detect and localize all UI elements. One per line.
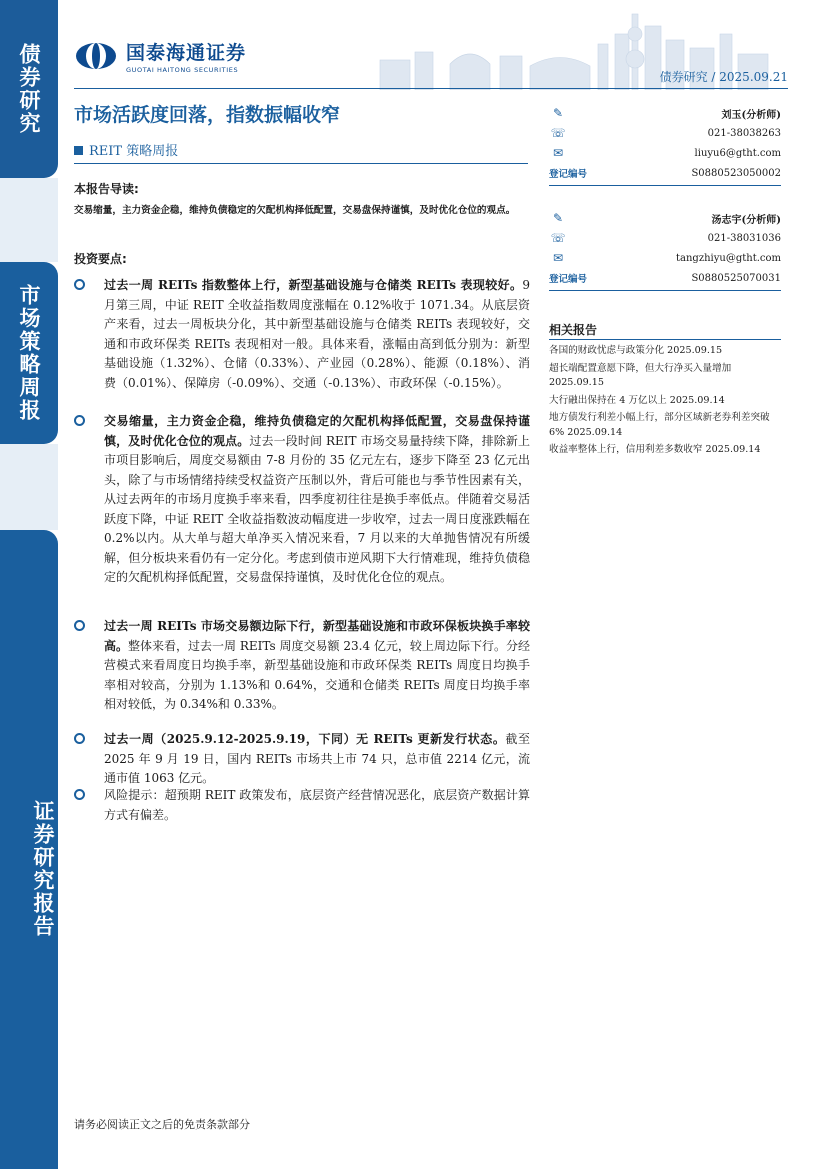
bullet-ring-icon <box>74 415 85 426</box>
company-logo <box>74 38 246 74</box>
related-report-link[interactable]: 超长端配置意愿下降，但大行净买入量增加 2025.09.15 <box>549 362 732 388</box>
reg-label: 登记编号 <box>549 169 588 180</box>
bullet-ring-icon <box>74 789 85 800</box>
analyst-email[interactable]: liuyu6@gtht.com <box>694 147 781 159</box>
company-name-en: GUOTAI HAITONG SECURITIES <box>126 66 239 74</box>
side-tab-gap <box>0 444 58 530</box>
analyst-reg-no: S0880523050002 <box>691 167 781 179</box>
side-tab-securities-report: 证券研究报告 <box>0 530 58 1169</box>
side-tab-market-strategy: 市场策略周报 <box>0 262 58 444</box>
email-icon: ✉ <box>552 146 564 160</box>
company-name-cn: 国泰海通证券 <box>126 42 247 64</box>
point-body: 9 月第三周，中证 REIT 全收益指数周度涨幅在 0.12%收于 1071.34。从底层资产来看，过去一周板块分化，其中新型基础设施与仓储类 REITs 表现较好，交通和市政环保类 REITs 表现相对一般。具体来看，涨幅由高到低分别为：新型基础设施（1.32%）、仓储（0.33%）、产业园（0.28%）、能源（0.18%）、消费（0.01%）、保障房（-0.09%）、交通（-0.13%）、市政环保（-0.15%）。 <box>104 278 530 390</box>
related-reports-divider <box>549 339 781 340</box>
analyst-card <box>549 103 781 186</box>
related-reports-list <box>549 344 785 461</box>
analyst-reg-no: S0880525070031 <box>691 272 781 284</box>
analyst-pen-icon: ✎ <box>552 106 564 120</box>
related-report-link[interactable]: 地方债发行利差小幅上行，部分区域新老券利差突破 6% 2025.09.14 <box>549 412 770 438</box>
disclaimer-footer: 请务必阅读正文之后的免责条款部分 <box>74 1118 250 1131</box>
bullet-ring-icon <box>74 279 85 290</box>
related-reports-heading: 相关报告 <box>549 323 598 337</box>
guide-text: 交易缩量，主力资金企稳，维持负债稳定的欠配机构择低配置，交易盘保持谨慎，及时优化仓位的观点。 <box>74 205 516 216</box>
point-item <box>74 412 530 588</box>
guide-heading: 本报告导读: <box>74 182 139 196</box>
point-body: 整体来看，过去一周 REITs 周度交易额 23.4 亿元，较上周边际下行。分经营模式来看周度日均换手率，新型基础设施和市政环保类 REITs 周度日均换手率相对较高，分别为 1.13%和 0.64%，交通和仓储类 REITs 周度日均换手率相对较低，为 0.34%和 0.33%。 <box>104 638 530 711</box>
reg-label: 登记编号 <box>549 274 588 285</box>
side-tab-bond-research: 债券研究 <box>0 0 58 178</box>
analyst-divider <box>549 290 781 291</box>
analyst-phone: 021-38031036 <box>707 232 781 244</box>
point-body: 截至 2025 年 9 月 19 日，国内 REITs 市场共上市 74 只，总市值 2214 亿元，流通市值 1063 亿元。 <box>104 732 530 785</box>
analyst-name: 汤志宇(分析师) <box>711 214 781 226</box>
analyst-name: 刘玉(分析师) <box>721 109 781 121</box>
side-tab-gap <box>0 178 58 262</box>
bullet-ring-icon <box>74 733 85 744</box>
point-item <box>74 730 530 789</box>
email-icon: ✉ <box>552 251 564 265</box>
related-report-link[interactable]: 收益率整体上行，信用利差多数收窄 2025.09.14 <box>549 444 761 455</box>
subtitle-square-icon <box>74 146 83 155</box>
point-item <box>74 276 530 393</box>
point-lead: 过去一周 REITs 市场交易额边际下行，新型基础设施和市政环保板块换手率较高。 <box>104 619 530 653</box>
report-title: 市场活跃度回落，指数振幅收窄 <box>74 104 341 126</box>
header-date-line: 债券研究 / 2025.09.21 <box>659 70 788 84</box>
point-body: 过去一段时间 REIT 市场交易量持续下降，排除新上市项目影响后，周度交易额由 7-8 月份的 35 亿元左右，逐步下降至 23 亿元出头，除了与市场情绪持续受权益资产压制以外，背后可能也与季节性因素有关，从过去两年的市场月度换手率来看，四季度初往往是换手率低点。伴随着交易活跃度下降，中证 REIT 全收益指数波动幅度进一步收窄，过去一周日度涨跌幅在 0.2%以内。从大单与超大单净买入情况来看，7 月以来的大单抛售情况有所缓解，但分板块来看仍有一定分化。考虑到债市逆风期下大行情难现，维持负债稳定的欠配机构择低配置，交易盘保持谨慎，及时优化仓位的观点。 <box>104 433 530 584</box>
point-item <box>74 617 530 715</box>
logo-mark-icon <box>74 41 118 71</box>
point-item-risk <box>74 786 530 825</box>
analyst-divider <box>549 185 781 186</box>
subtitle-text: REIT 策略周报 <box>89 144 179 159</box>
analyst-phone: 021-38038263 <box>707 127 781 139</box>
points-heading: 投资要点: <box>74 252 127 266</box>
point-lead: 过去一周 REITs 指数整体上行，新型基础设施与仓储类 REITs 表现较好。 <box>104 278 523 292</box>
phone-icon: ☏ <box>550 231 566 245</box>
point-lead: 过去一周（2025.9.12-2025.9.19，下同）无 REITs 更新发行状态。 <box>104 732 506 746</box>
analyst-email[interactable]: tangzhiyu@gtht.com <box>676 252 781 264</box>
risk-warning-text: 风险提示：超预期 REIT 政策发布，底层资产经营情况恶化，底层资产数据计算方式有偏差。 <box>104 788 530 822</box>
analyst-pen-icon: ✎ <box>552 211 564 225</box>
bullet-ring-icon <box>74 620 85 631</box>
report-subtitle <box>74 140 178 159</box>
subtitle-divider <box>74 163 528 164</box>
related-report-link[interactable]: 各国的财政忧虑与政策分化 2025.09.15 <box>549 345 723 356</box>
phone-icon: ☏ <box>550 126 566 140</box>
analyst-card <box>549 208 781 291</box>
related-report-link[interactable]: 大行融出保持在 4 万亿以上 2025.09.14 <box>549 394 725 406</box>
header-divider <box>74 88 788 89</box>
point-lead: 交易缩量，主力资金企稳，维持负债稳定的欠配机构择低配置，交易盘保持谨慎，及时优化仓位的观点。 <box>104 414 530 448</box>
